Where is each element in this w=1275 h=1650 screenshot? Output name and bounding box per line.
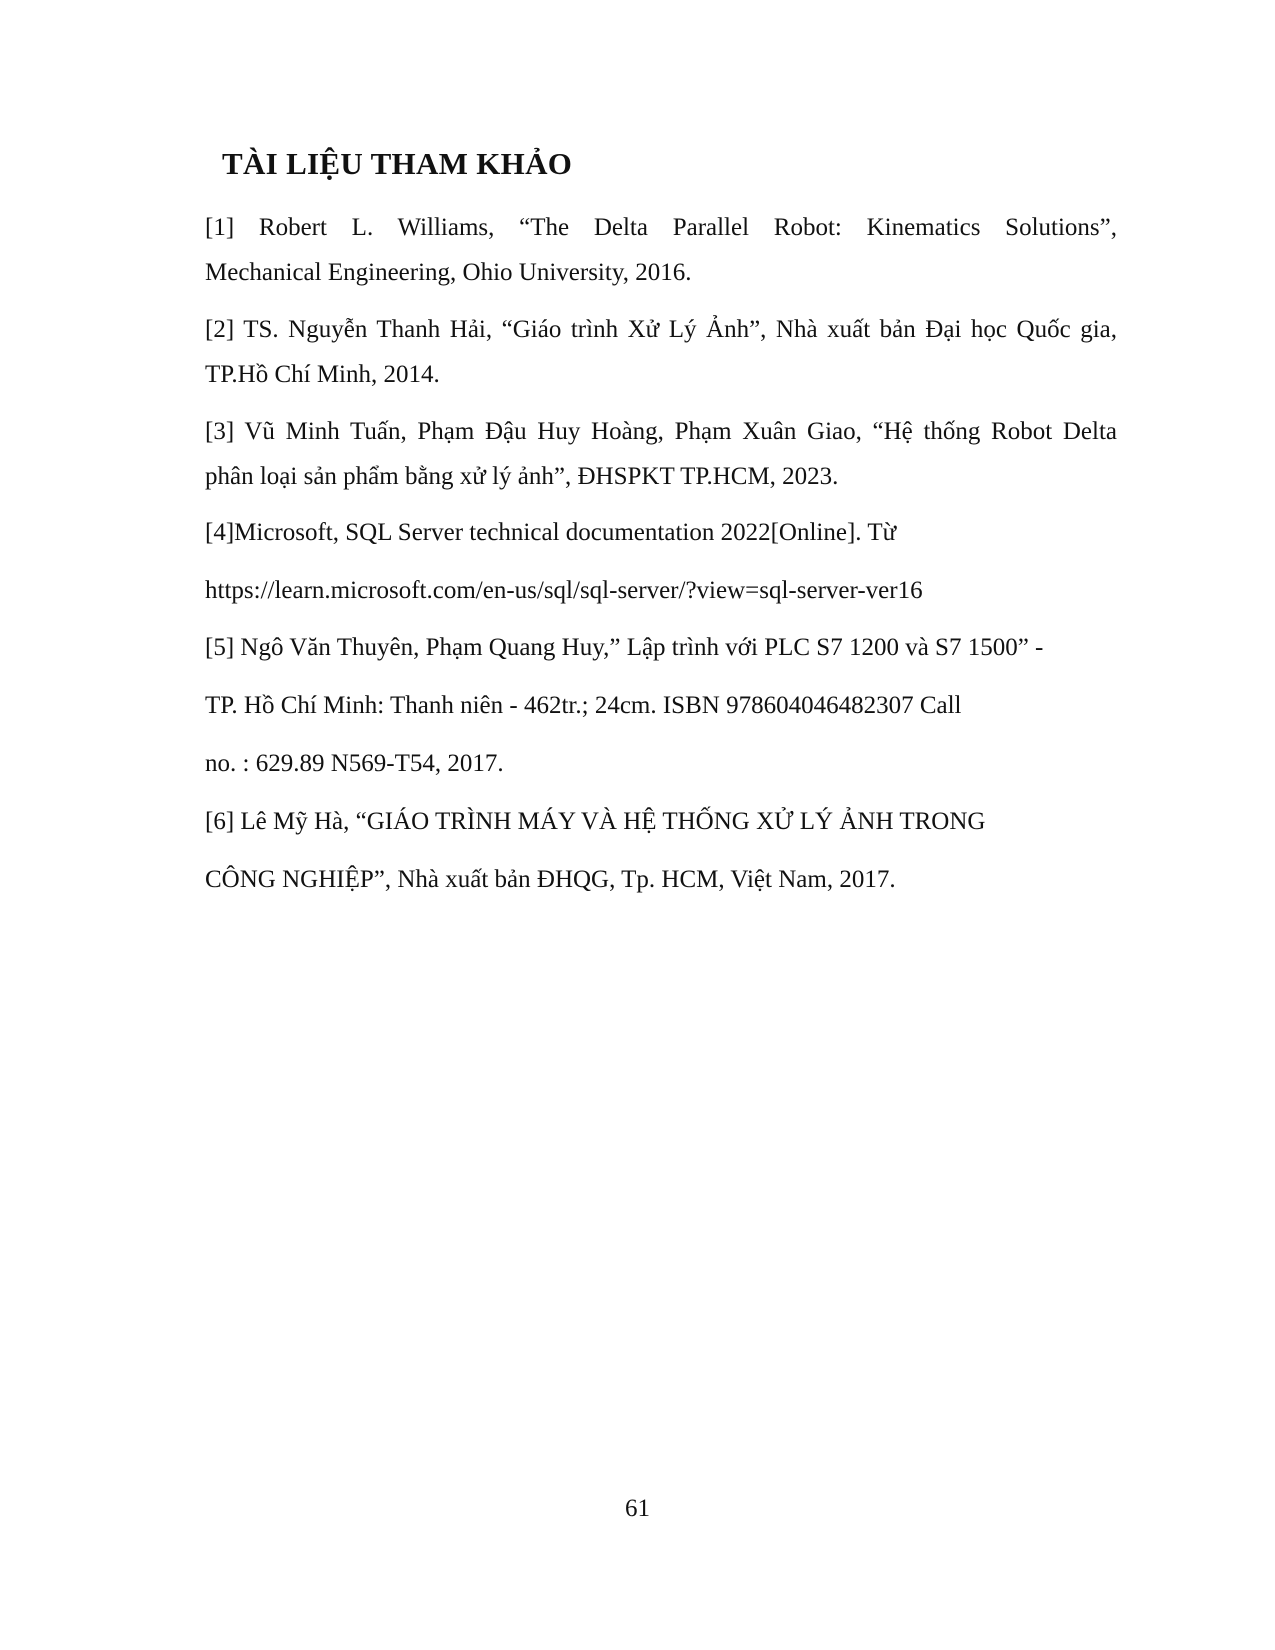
reference-line: [4]Microsoft, SQL Server technical documentation 2022[Online]. Từ bbox=[205, 519, 897, 546]
reference-line: TP.Hồ Chí Minh, 2014. bbox=[205, 361, 440, 388]
reference-line: TP. Hồ Chí Minh: Thanh niên - 462tr.; 24cm. ISBN 978604046482307 Call bbox=[205, 692, 962, 719]
reference-url: https://learn.microsoft.com/en-us/sql/sql-server/?view=sql-server-ver16 bbox=[205, 577, 923, 604]
page-number: 61 bbox=[625, 1495, 650, 1522]
reference-line: phân loại sản phẩm bằng xử lý ảnh”, ĐHSPKT TP.HCM, 2023. bbox=[205, 463, 839, 490]
reference-line: Mechanical Engineering, Ohio University, 2016. bbox=[205, 259, 692, 286]
reference-line: no. : 629.89 N569-T54, 2017. bbox=[205, 750, 504, 777]
reference-line: [2] TS. Nguyễn Thanh Hải, “Giáo trình Xử Lý Ảnh”, Nhà xuất bản Đại học Quốc gia, bbox=[205, 316, 1117, 343]
reference-line: [1] Robert L. Williams, “The Delta Parallel Robot: Kinematics Solutions”, bbox=[205, 214, 1117, 241]
reference-line: [5] Ngô Văn Thuyên, Phạm Quang Huy,” Lập trình với PLC S7 1200 và S7 1500” - bbox=[205, 634, 1044, 661]
reference-line: [3] Vũ Minh Tuấn, Phạm Đậu Huy Hoàng, Phạm Xuân Giao, “Hệ thống Robot Delta bbox=[205, 418, 1117, 445]
reference-line: [6] Lê Mỹ Hà, “GIÁO TRÌNH MÁY VÀ HỆ THỐNG XỬ LÝ ẢNH TRONG bbox=[205, 808, 986, 835]
reference-line: CÔNG NGHIỆP”, Nhà xuất bản ĐHQG, Tp. HCM, Việt Nam, 2017. bbox=[205, 866, 896, 893]
references-heading: TÀI LIỆU THAM KHẢO bbox=[222, 146, 573, 181]
